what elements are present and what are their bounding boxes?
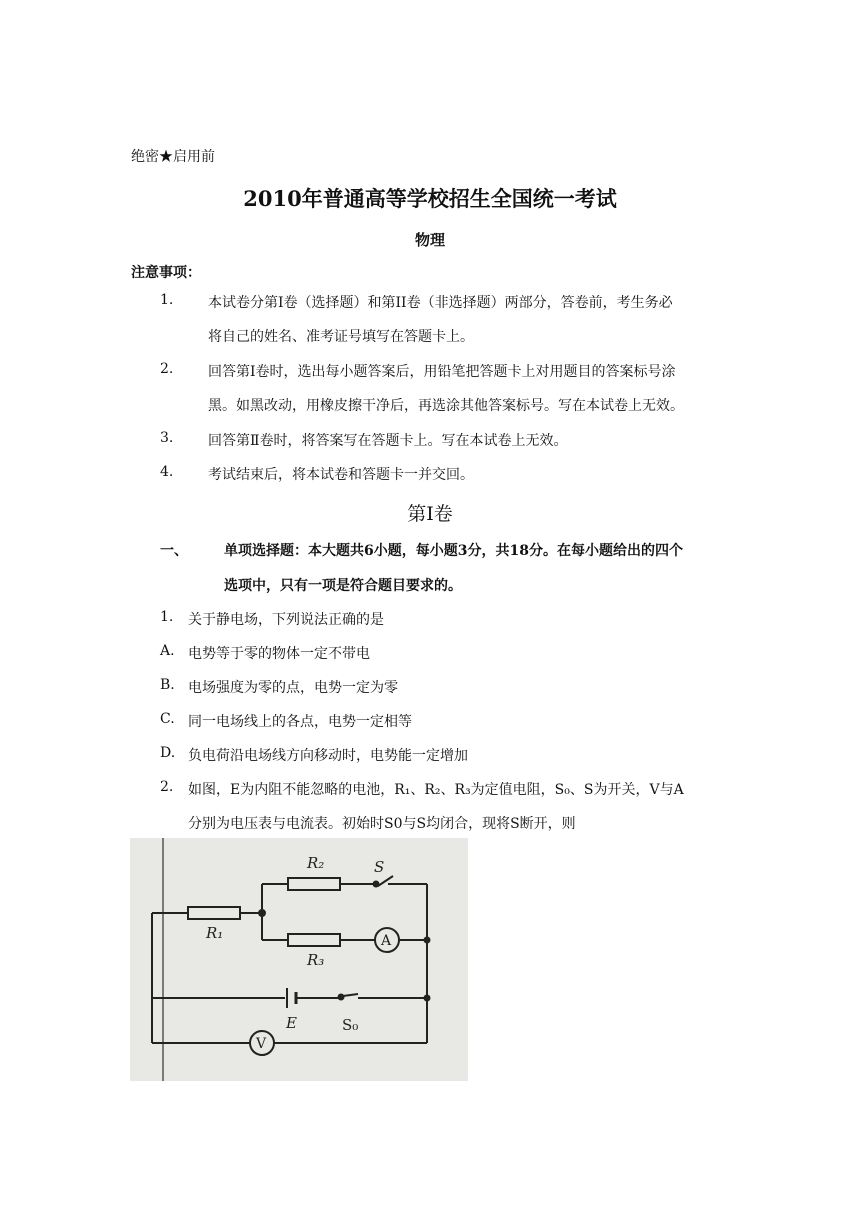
notice-heading: 注意事项：: [131, 265, 201, 281]
notice-item-line: 考试结束后，将本试卷和答题卡一并交回。: [208, 467, 474, 483]
notice-item-number: 4.: [160, 464, 174, 480]
exam-title: 2010年普通高等学校招生全国统一考试: [243, 186, 617, 211]
r3-label: R₃: [307, 951, 325, 969]
r1-label: R₁: [206, 924, 224, 942]
question-stem-line: 分别为电压表与电流表。初始时S0与S均闭合，现将S断开，则: [188, 816, 576, 832]
resistor-r3: [288, 934, 340, 946]
section-line: 选项中，只有一项是符合题目要求的。: [224, 578, 462, 594]
circuit-diagram: [130, 838, 468, 1081]
switch-s0-contact: [339, 995, 344, 1000]
notice-item-number: 2.: [160, 361, 174, 377]
voltmeter-label: V: [256, 1036, 267, 1052]
question-stem: 关于静电场，下列说法正确的是: [188, 612, 384, 628]
e-label: E: [286, 1014, 297, 1032]
resistor-r2: [288, 878, 340, 890]
question-number: 2.: [160, 779, 174, 795]
notice-item-line: 本试卷分第Ⅰ卷（选择题）和第II卷（非选择题）两部分，答卷前，考生务必: [208, 295, 673, 311]
ammeter-label: A: [381, 933, 392, 949]
notice-item-line: 回答第Ⅱ卷时，将答案写在答题卡上。写在本试卷上无效。: [208, 433, 568, 449]
option-label: C.: [160, 711, 175, 727]
option-label: D.: [160, 745, 176, 761]
option-label: A.: [160, 643, 175, 659]
resistor-r1: [188, 907, 240, 919]
option-label: B.: [160, 677, 175, 693]
notice-item-number: 1.: [160, 292, 174, 308]
notice-item-line: 黑。如黑改动，用橡皮擦干净后，再选涂其他答案标号。写在本试卷上无效。: [208, 398, 684, 414]
option-text: 电场强度为零的点，电势一定为零: [188, 680, 398, 696]
option-text: 电势等于零的物体一定不带电: [188, 646, 370, 662]
volume-heading: 第Ⅰ卷: [407, 503, 453, 525]
notice-item-number: 3.: [160, 430, 174, 446]
r2-label: R₂: [307, 854, 325, 872]
s0-label: S₀: [342, 1016, 359, 1034]
section-line: 单项选择题：本大题共6小题，每小题3分，共18分。在每小题给出的四个: [224, 543, 683, 559]
option-text: 负电荷沿电场线方向移动时，电势能一定增加: [188, 748, 468, 764]
section-number: 一、: [160, 543, 188, 559]
secret-mark: 绝密★启用前: [131, 149, 215, 165]
question-stem-line: 如图，E为内阻不能忽略的电池，R₁、R₂、R₃为定值电阻，S₀、S为开关，V与A: [188, 782, 684, 798]
option-text: 同一电场线上的各点，电势一定相等: [188, 714, 412, 730]
switch-s-contact: [374, 882, 379, 887]
junction-node: [425, 938, 430, 943]
exam-subject: 物理: [414, 231, 445, 249]
switch-s0-blade: [343, 994, 358, 996]
notice-item-line: 将自己的姓名、准考证号填写在答题卡上。: [208, 329, 474, 345]
question-number: 1.: [160, 609, 174, 625]
notice-item-line: 回答第Ⅰ卷时，选出每小题答案后，用铅笔把答题卡上对用题目的答案标号涂: [208, 364, 676, 380]
s-label: S: [374, 858, 385, 876]
